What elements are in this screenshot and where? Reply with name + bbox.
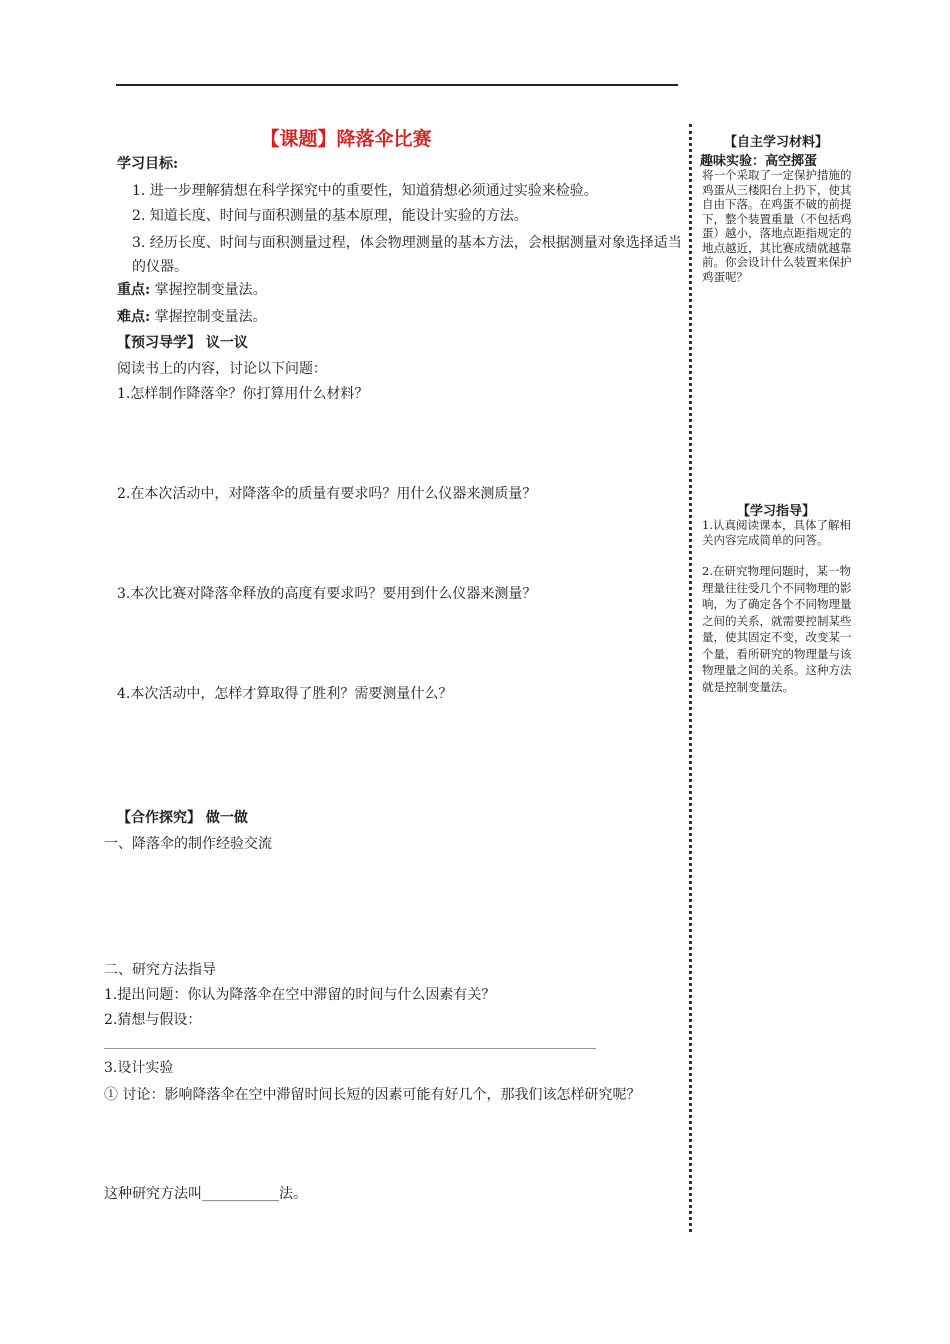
guide-heading: 【学习指导】 [736, 504, 815, 519]
discussion-text: ① 讨论：影响降落伞在空中滞留时间长短的因素可能有好几个，那我们该怎样研究呢？ [104, 1087, 641, 1103]
column-divider [689, 124, 692, 1232]
preview-question-1: 1.怎样制作降落伞？你打算用什么材料？ [117, 386, 369, 402]
cooperate-section-2: 二、研究方法指导 [104, 962, 216, 978]
preview-question-3: 3.本次比赛对降落伞释放的高度有要求吗？要用到什么仪器来测量？ [117, 586, 537, 602]
cooperate-question-1: 1.提出问题：你认为降落伞在空中滞留的时间与什么因素有关？ [104, 987, 496, 1003]
difficult-point [117, 307, 267, 327]
key-point-text: 掌握控制变量法。 [154, 282, 267, 298]
preview-question-4: 4.本次活动中，怎样才算取得了胜利？需要测量什么？ [117, 686, 453, 702]
difficult-point-text: 掌握控制变量法。 [154, 309, 267, 325]
guide-item-1: 1.认真阅读课本，具体了解相关内容完成简单的问答。 [702, 518, 851, 547]
cooperate-question-3: 3.设计实验 [104, 1060, 174, 1076]
objective-item-3: 3. 经历长度、时间与面积测量过程，体会物理测量的基本方法，会根据测量对象选择适当的仪器。 [132, 235, 682, 275]
material-title: 趣味实验：高空掷蛋 [700, 154, 818, 169]
key-point [117, 280, 267, 300]
header-rule [116, 84, 678, 86]
material-text: 将一个采取了一定保护措施的鸡蛋从三楼阳台上扔下，使其自由下落。在鸡蛋不破的前提下，整个装置重量（不包括鸡蛋）越小，落地点距指规定的地点越近，其比赛成绩就越靠前。你会设计什么装置来保护鸡蛋呢？ [702, 168, 852, 284]
objectives-heading: 学习目标: [117, 156, 179, 172]
preview-heading: 【预习导学】 议一议 [117, 335, 248, 351]
objective-item-1: 1. 进一步理解猜想在科学探究中的重要性，知道猜想必须通过实验来检验。 [132, 183, 598, 199]
key-point-label: 重点: [117, 282, 151, 298]
difficult-point-label: 难点: [117, 309, 151, 325]
guide-item-2: 2.在研究物理问题时，某一物理量往往受几个不同物理的影响，为了确定各个不同物理量之间的关系，就需要控制某些量，使其固定不变，改变某一个量，看所研究的物理量与该物理量之间的关系。这种方法就是控制变量法。 [702, 564, 852, 694]
cooperate-section-1: 一、降落伞的制作经验交流 [104, 836, 272, 852]
cooperate-heading: 【合作探究】 做一做 [117, 810, 248, 826]
method-blank-line: 这种研究方法叫___________法。 [104, 1186, 307, 1202]
preview-intro: 阅读书上的内容，讨论以下问题： [117, 361, 327, 377]
material-heading: 【自主学习材料】 [723, 135, 828, 150]
page-title: 【课题】降落伞比赛 [260, 128, 432, 150]
answer-line [104, 1048, 596, 1049]
preview-question-2: 2.在本次活动中，对降落伞的质量有要求吗？用什么仪器来测质量？ [117, 486, 537, 502]
objective-item-2: 2. 知道长度、时间与面积测量的基本原理，能设计实验的方法。 [132, 208, 528, 224]
cooperate-question-2: 2.猜想与假设： [104, 1012, 202, 1028]
